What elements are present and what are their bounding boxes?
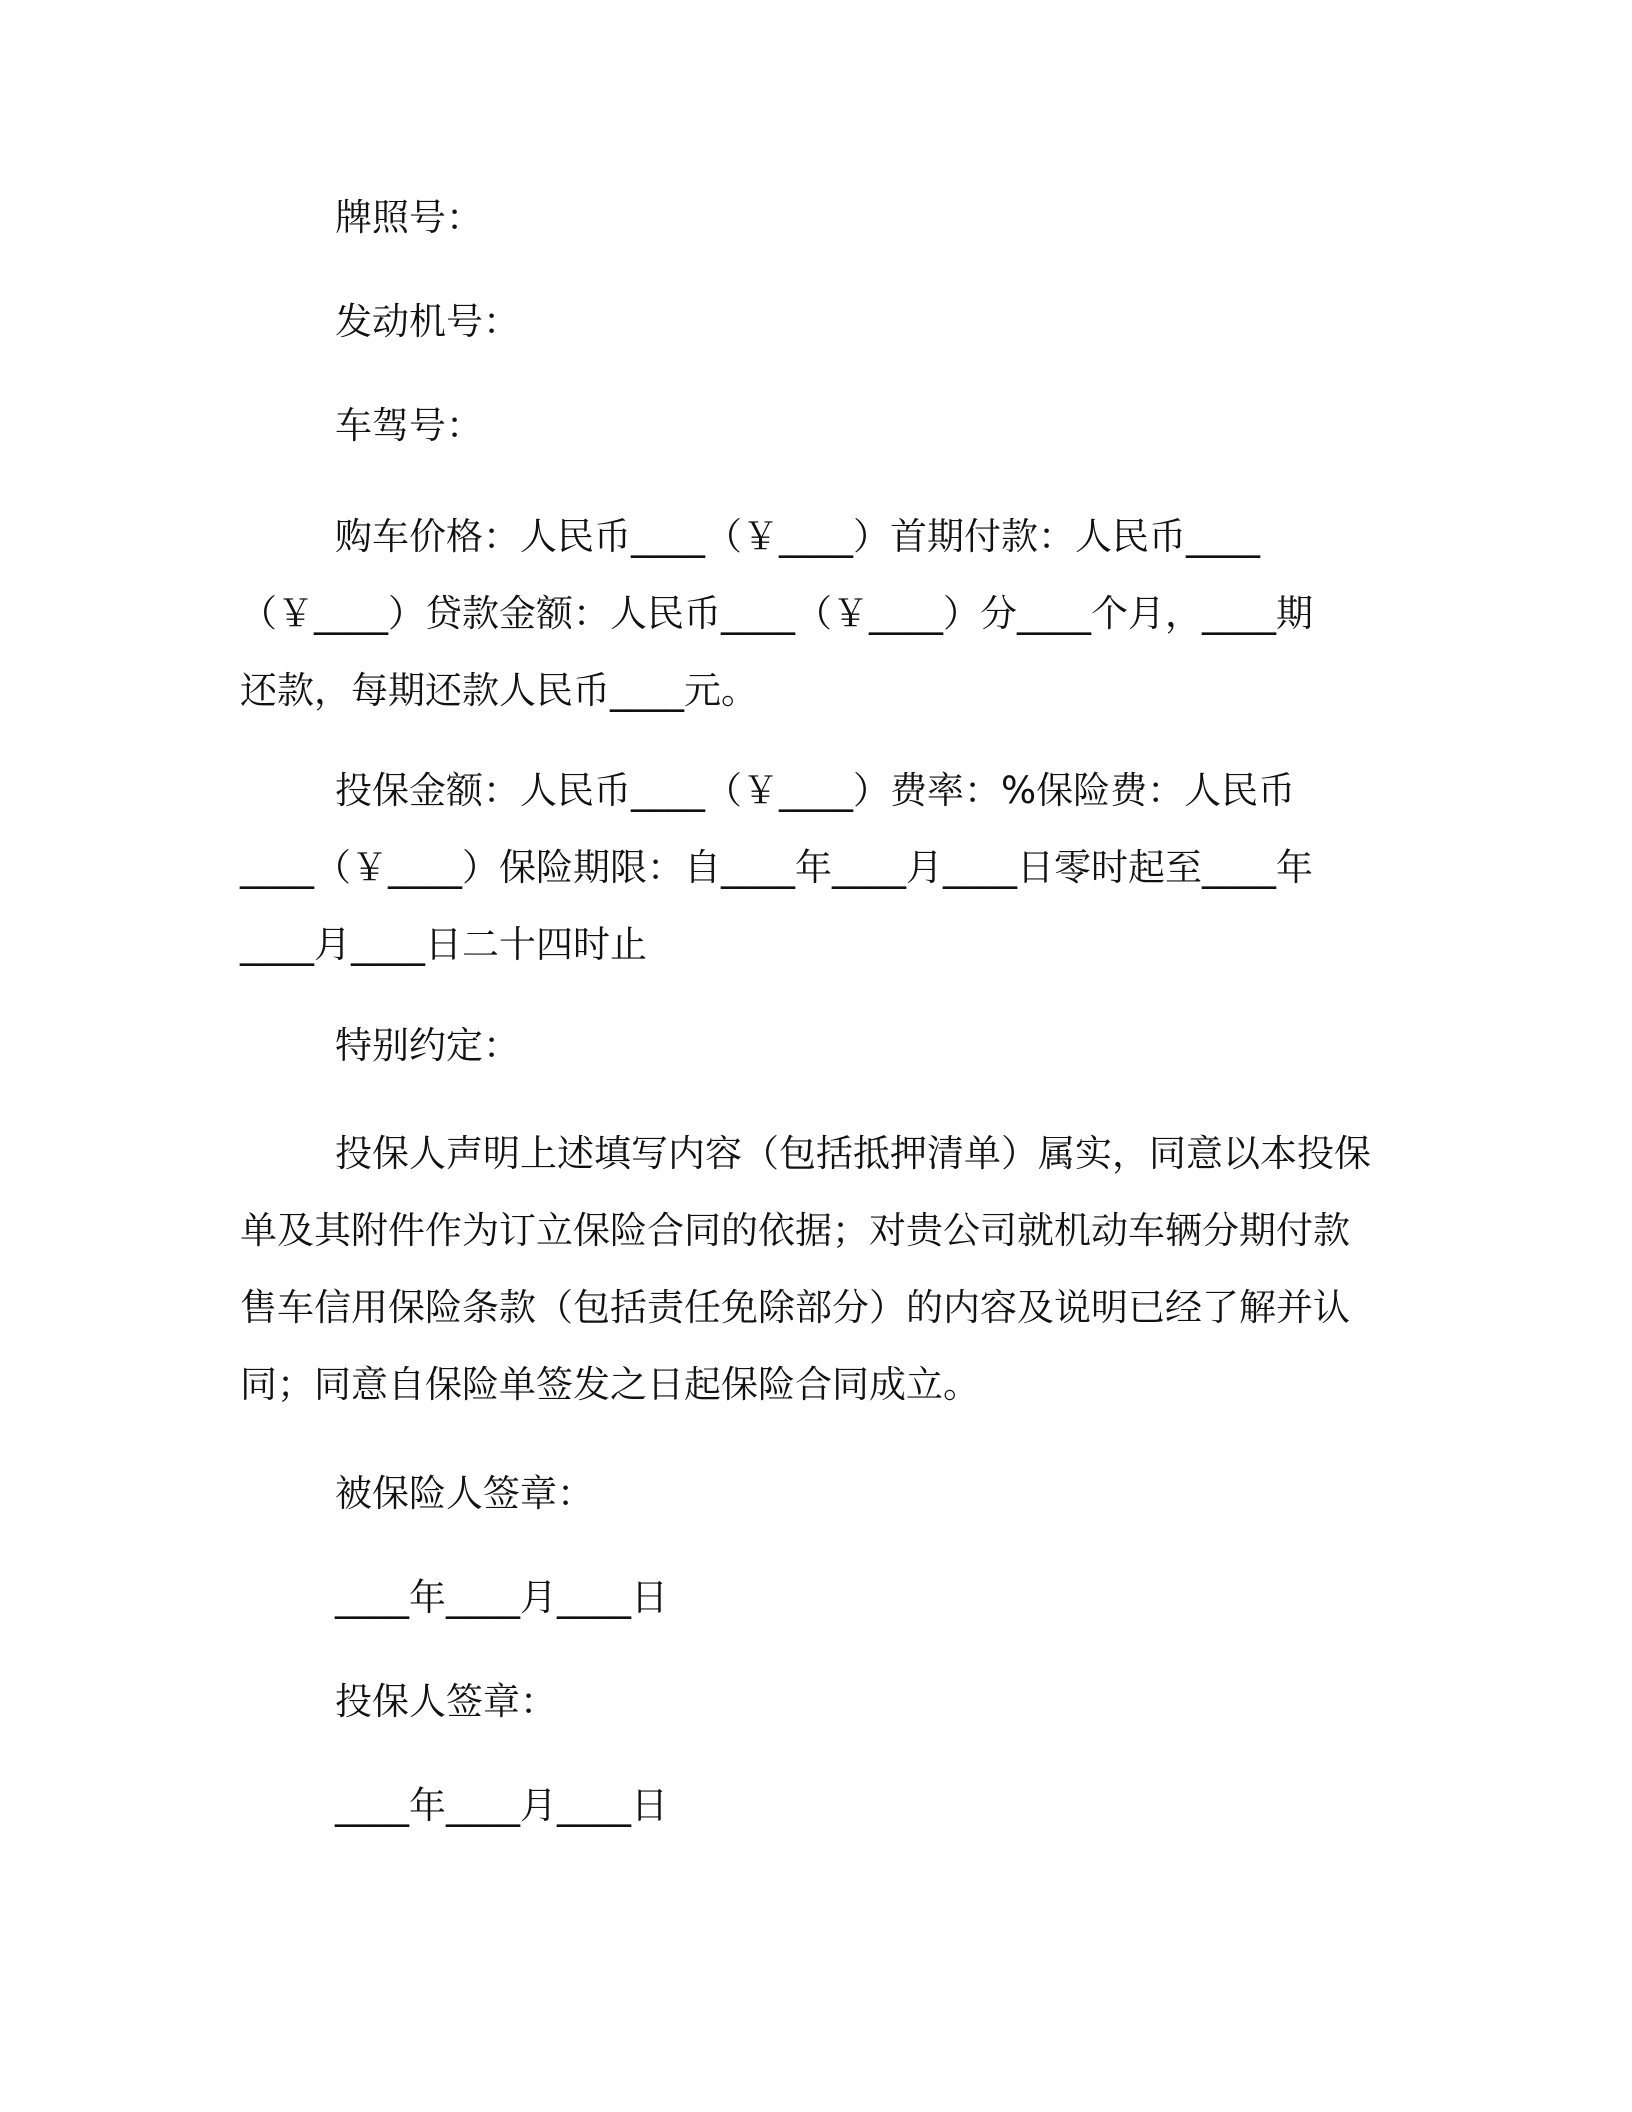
- declaration-line-4: 同；同意自保险单签发之日起保险合同成立。: [240, 1363, 980, 1406]
- insurance-line-1: 投保金额：人民币____（￥____）费率：%保险费：人民币: [335, 769, 1296, 812]
- declaration-line-1: 投保人声明上述填写内容（包括抵押清单）属实，同意以本投保: [335, 1132, 1371, 1175]
- insurance-line-2: ____（￥____）保险期限：自____年____月____日零时起至____年: [240, 846, 1313, 889]
- license-number-label: 车驾号：: [335, 404, 483, 447]
- plate-number-label: 牌照号：: [335, 196, 483, 239]
- declaration-paragraph: [240, 1132, 1371, 1406]
- insurance-line-3: ____月____日二十四时止: [240, 923, 647, 966]
- purchase-line-1: 购车价格：人民币____（￥____）首期付款：人民币____: [335, 515, 1260, 558]
- purchase-line-2: （￥____）贷款金额：人民币____（￥____）分____个月，____期: [240, 592, 1313, 635]
- applicant-signature-label: 投保人签章：: [335, 1680, 557, 1723]
- insured-signature-label: 被保险人签章：: [335, 1472, 594, 1515]
- purchase-paragraph: [240, 515, 1313, 712]
- declaration-line-3: 售车信用保险条款（包括责任免除部分）的内容及说明已经了解并认: [240, 1286, 1350, 1329]
- applicant-signature-date: ____年____月____日: [335, 1784, 668, 1827]
- insurance-paragraph: [240, 769, 1313, 966]
- engine-number-label: 发动机号：: [335, 300, 520, 343]
- declaration-line-2: 单及其附件作为订立保险合同的依据；对贵公司就机动车辆分期付款: [240, 1209, 1350, 1252]
- insured-signature-date: ____年____月____日: [335, 1576, 668, 1619]
- special-agreement-label: 特别约定：: [335, 1024, 520, 1067]
- purchase-line-3: 还款，每期还款人民币____元。: [240, 669, 758, 712]
